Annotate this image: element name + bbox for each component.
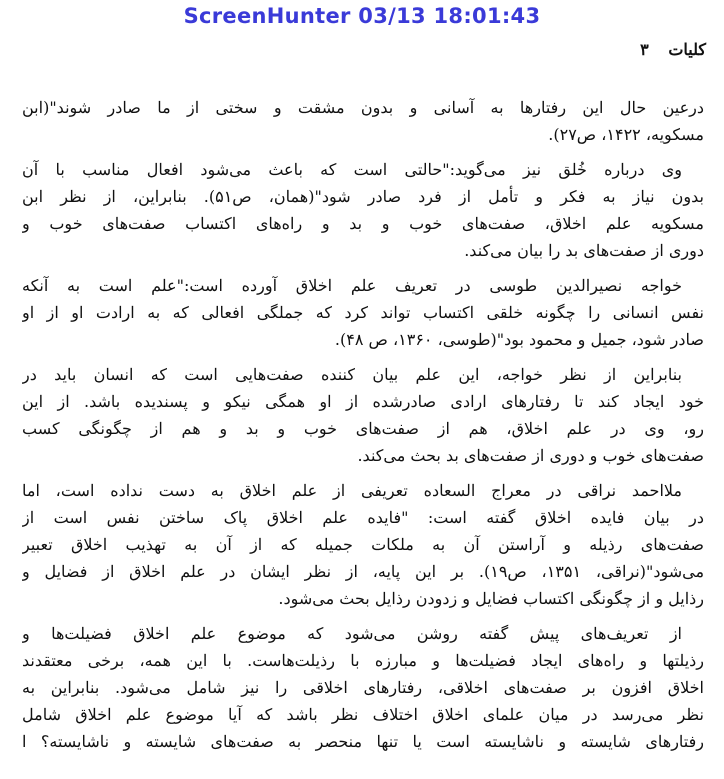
paragraph [22,272,704,353]
text-line: در بیان فایده اخلاق گفته است: "فایده علم اخلاق پاک ساختن نفس است از [22,508,704,527]
running-header [640,40,706,59]
text-line: رذایل و از چگونگی اکتساب فضایل و زدودن رذایل بحث می‌شود. [278,589,704,608]
paragraph [22,361,704,469]
text-line: مسکویه علم اخلاق، صفت‌های خوب و بد و راه‌های اکتساب صفت‌های خوب و [22,214,704,233]
text-line: رو، وی در علم اخلاق، هم از صفت‌های خوب و بد و هم از چگونگی کسب [22,419,704,438]
text-line: بنابراین از نظر خواجه، این علم بیان کننده صفت‌هایی است که انسان باید در [22,365,682,384]
text-line: ملااحمد نراقی در معراج السعاده تعریفی از علم اخلاق به دست نداده است، اما [22,481,683,500]
text-line: خواجه نصیرالدین طوسی در تعریف علم اخلاق آورده است:"علم است به آنکه [22,276,682,295]
text-line: نظر می‌رسد در میان علمای اخلاق اختلاف نظر باشد که آیا موضوع علم اخلاق شامل [22,705,704,724]
text-line: صفت‌های خوب و دوری از صفت‌های بد بحث می‌کند. [357,446,704,465]
screenhunter-watermark: ScreenHunter 03/13 18:01:43 [183,4,541,28]
paragraph [22,620,704,755]
text-line: دوری از صفت‌های بد را بیان می‌کند. [464,241,704,260]
text-line: صادر شود، جمیل و محمود بود"(طوسی، ۱۳۶۰، ص ۴۸). [334,330,704,349]
text-line: نفس انسانی را چگونه خلقی اکتساب تواند کرد که جملگی افعالی که به ارادت او از او [22,303,704,322]
header-title: کلیات [668,40,706,59]
text-line: اخلاق افزون بر صفت‌های اخلاقی، رفتارهای اخلاقی را نیز شامل می‌شود. بنابراین به [22,678,704,697]
text-line: وی درباره خُلق نیز می‌گوید:"حالتی است که باعث می‌شود افعال مناسب با آن [22,160,682,179]
text-line: رفتارهای شایسته و ناشایسته است یا تنها منحصر به صفت‌های شایسته و ناشایسته؟ ا [22,732,704,751]
text-line: بدون نیاز به فکر و تأمل از فرد صادر شود"(همان، ص۵۱). بنابراین، از نظر ابن [22,187,704,206]
paragraph [22,477,704,612]
text-line: مسکویه، ۱۴۲۲، ص۲۷). [548,125,704,144]
text-line: رذیلتها و راه‌های ایجاد فضیلت‌ها و مبارزه با رذیلت‌هاست. با این همه، برخی معتقدند [22,651,704,670]
paragraph [22,94,704,148]
page-body [22,94,704,755]
text-line: از تعریف‌های پیش گفته روشن می‌شود که موضوع علم اخلاق فضیلت‌ها و [22,624,682,643]
paragraph [22,156,704,264]
text-line: درعین حال این رفتارها به آسانی و بدون مشقت و سختی از ما صادر شوند"(ابن [22,98,704,117]
text-line: می‌شود"(نراقی، ۱۳۵۱، ص۱۹). بر این پایه، از نظر ایشان در علم اخلاق از فضایل و [22,562,704,581]
text-line: صفت‌های رذیله و آراستن آن به ملکات جمیله که از آن به تهذیب اخلاق تعبیر [22,535,704,554]
page-number: ۳ [640,40,649,59]
text-line: خود ایجاد کند تا رفتارهای ارادی صادرشده از او همگی نیکو و پسندیده باشد. از این [22,392,704,411]
